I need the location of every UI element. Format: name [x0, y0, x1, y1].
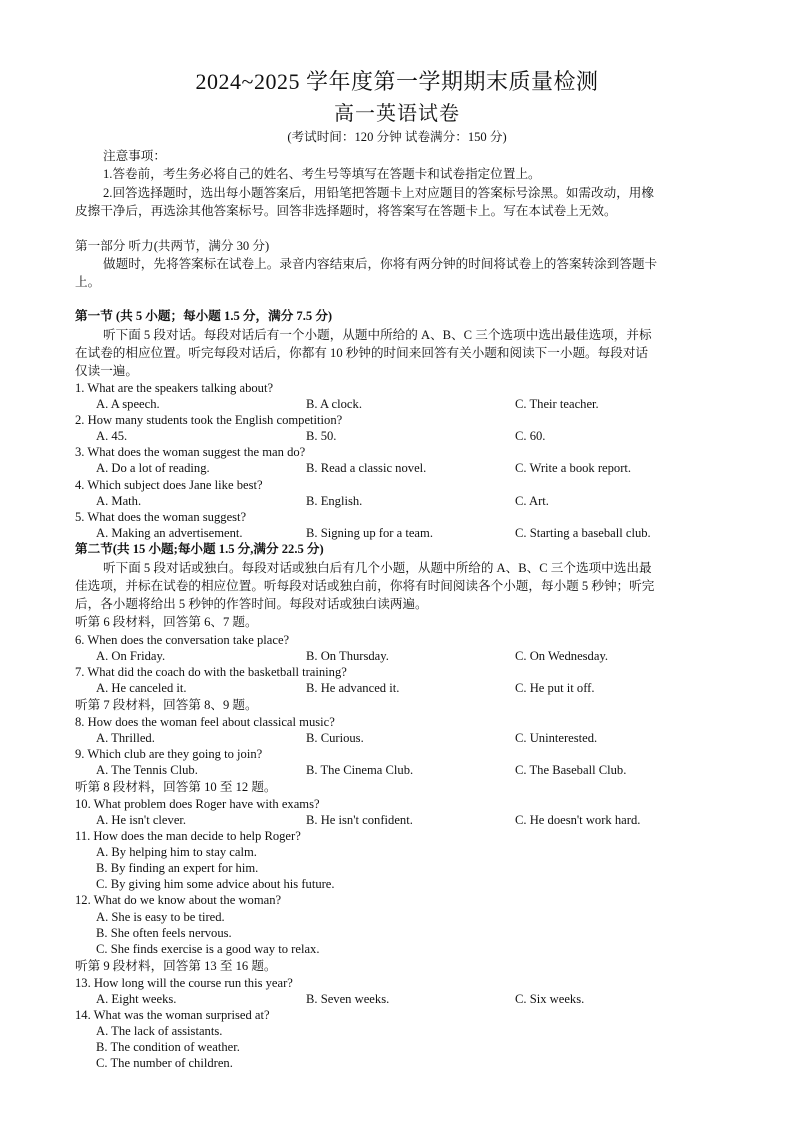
q10-option-b: B. He isn't confident. — [306, 813, 413, 827]
section2-heading: 第二节(共 15 小题;每小题 1.5 分,满分 22.5 分) — [75, 542, 324, 556]
question-6: 6. When does the conversation take place? — [75, 633, 290, 647]
section1-intro-line-2: 在试卷的相应位置。听完每段对话后，你都有 10 秒钟的时间来回答有关小题和阅读下一小题。每段对话 — [75, 346, 649, 360]
exam-info: (考试时间：120 分钟 试卷满分：150 分) — [287, 130, 507, 144]
q5-option-a: A. Making an advertisement. — [96, 526, 243, 540]
question-2: 2. How many students took the English competition? — [75, 413, 343, 427]
part1-intro-line-2: 上。 — [75, 275, 101, 289]
q9-option-c: C. The Baseball Club. — [515, 763, 627, 777]
q7-option-b: B. He advanced it. — [306, 681, 400, 695]
q2-option-c: C. 60. — [515, 429, 546, 443]
part1-intro-line-1: 做题时，先将答案标在试卷上。录音内容结束后，你将有两分钟的时间将试卷上的答案转涂到答题卡 — [103, 257, 658, 271]
q3-option-b: B. Read a classic novel. — [306, 461, 427, 475]
q1-option-b: B. A clock. — [306, 397, 362, 411]
material-7: 听第 7 段材料，回答第 8、9 题。 — [75, 698, 258, 712]
material-6: 听第 6 段材料，回答第 6、7 题。 — [75, 615, 258, 629]
q12-option-c: C. She finds exercise is a good way to relax. — [96, 942, 320, 956]
q2-option-a: A. 45. — [96, 429, 128, 443]
part1-heading: 第一部分 听力(共两节，满分 30 分) — [75, 239, 270, 253]
exam-title: 2024~2025 学年度第一学期期末质量检测 — [195, 69, 599, 94]
question-10: 10. What problem does Roger have with exams? — [75, 797, 320, 811]
q13-option-b: B. Seven weeks. — [306, 992, 390, 1006]
question-3: 3. What does the woman suggest the man do? — [75, 445, 306, 459]
q4-option-c: C. Art. — [515, 494, 549, 508]
question-1: 1. What are the speakers talking about? — [75, 381, 274, 395]
q11-option-c: C. By giving him some advice about his future. — [96, 877, 335, 891]
question-8: 8. How does the woman feel about classical music? — [75, 715, 335, 729]
section1-heading: 第一节 (共 5 小题；每小题 1.5 分，满分 7.5 分) — [75, 309, 333, 323]
question-9: 9. Which club are they going to join? — [75, 747, 263, 761]
question-4: 4. Which subject does Jane like best? — [75, 478, 263, 492]
q7-option-c: C. He put it off. — [515, 681, 595, 695]
section1-intro-line-3: 仅读一遍。 — [75, 364, 138, 378]
q6-option-b: B. On Thursday. — [306, 649, 389, 663]
q13-option-c: C. Six weeks. — [515, 992, 585, 1006]
q7-option-a: A. He canceled it. — [96, 681, 187, 695]
q10-option-c: C. He doesn't work hard. — [515, 813, 641, 827]
q14-option-c: C. The number of children. — [96, 1056, 233, 1070]
q8-option-b: B. Curious. — [306, 731, 364, 745]
material-9: 听第 9 段材料，回答第 13 至 16 题。 — [75, 959, 277, 973]
q1-option-a: A. A speech. — [96, 397, 160, 411]
question-5: 5. What does the woman suggest? — [75, 510, 247, 524]
question-12: 12. What do we know about the woman? — [75, 893, 282, 907]
q3-option-c: C. Write a book report. — [515, 461, 632, 475]
notice-item-2-line-2: 皮擦干净后，再选涂其他答案标号。回答非选择题时，将答案写在答题卡上。写在本试卷上无效。 — [75, 204, 617, 218]
q6-option-a: A. On Friday. — [96, 649, 166, 663]
notice-item-2-line-1: 2.回答选择题时，选出每小题答案后，用铅笔把答题卡上对应题目的答案标号涂黑。如需改动，用橡 — [103, 186, 654, 200]
exam-subtitle: 高一英语试卷 — [334, 103, 460, 125]
q1-option-c: C. Their teacher. — [515, 397, 599, 411]
q5-option-b: B. Signing up for a team. — [306, 526, 433, 540]
q14-option-a: A. The lack of assistants. — [96, 1024, 223, 1038]
q9-option-a: A. The Tennis Club. — [96, 763, 198, 777]
q8-option-c: C. Uninterested. — [515, 731, 598, 745]
q9-option-b: B. The Cinema Club. — [306, 763, 414, 777]
q3-option-a: A. Do a lot of reading. — [96, 461, 210, 475]
section2-intro-line-2: 佳选项，并标在试卷的相应位置。听每段对话或独白前，你将有时间阅读各个小题，每小题 5 秒钟；听完 — [75, 579, 655, 593]
section2-intro-line-3: 后，各小题将给出 5 秒钟的作答时间。每段对话或独白读两遍。 — [75, 597, 428, 611]
q10-option-a: A. He isn't clever. — [96, 813, 187, 827]
q11-option-a: A. By helping him to stay calm. — [96, 845, 257, 859]
question-11: 11. How does the man decide to help Roger? — [75, 829, 301, 843]
q12-option-a: A. She is easy to be tired. — [96, 910, 225, 924]
q2-option-b: B. 50. — [306, 429, 337, 443]
notice-item-1: 1.答卷前，考生务必将自己的姓名、考生号等填写在答题卡和试卷指定位置上。 — [103, 167, 541, 181]
section1-intro-line-1: 听下面 5 段对话。每段对话后有一个小题，从题中所给的 A、B、C 三个选项中选出最佳选项，并标 — [103, 328, 652, 342]
section2-intro-line-1: 听下面 5 段对话或独白。每段对话或独白后有几个小题，从题中所给的 A、B、C 三个选项中选出最 — [103, 561, 652, 575]
q14-option-b: B. The condition of weather. — [96, 1040, 240, 1054]
question-14: 14. What was the woman surprised at? — [75, 1008, 270, 1022]
q8-option-a: A. Thrilled. — [96, 731, 155, 745]
q11-option-b: B. By finding an expert for him. — [96, 861, 259, 875]
q4-option-b: B. English. — [306, 494, 363, 508]
q6-option-c: C. On Wednesday. — [515, 649, 609, 663]
notice-heading: 注意事项： — [103, 149, 166, 163]
q12-option-b: B. She often feels nervous. — [96, 926, 232, 940]
question-13: 13. How long will the course run this year? — [75, 976, 293, 990]
question-7: 7. What did the coach do with the basketball training? — [75, 665, 347, 679]
material-8: 听第 8 段材料，回答第 10 至 12 题。 — [75, 780, 277, 794]
q5-option-c: C. Starting a baseball club. — [515, 526, 651, 540]
q13-option-a: A. Eight weeks. — [96, 992, 177, 1006]
q4-option-a: A. Math. — [96, 494, 142, 508]
